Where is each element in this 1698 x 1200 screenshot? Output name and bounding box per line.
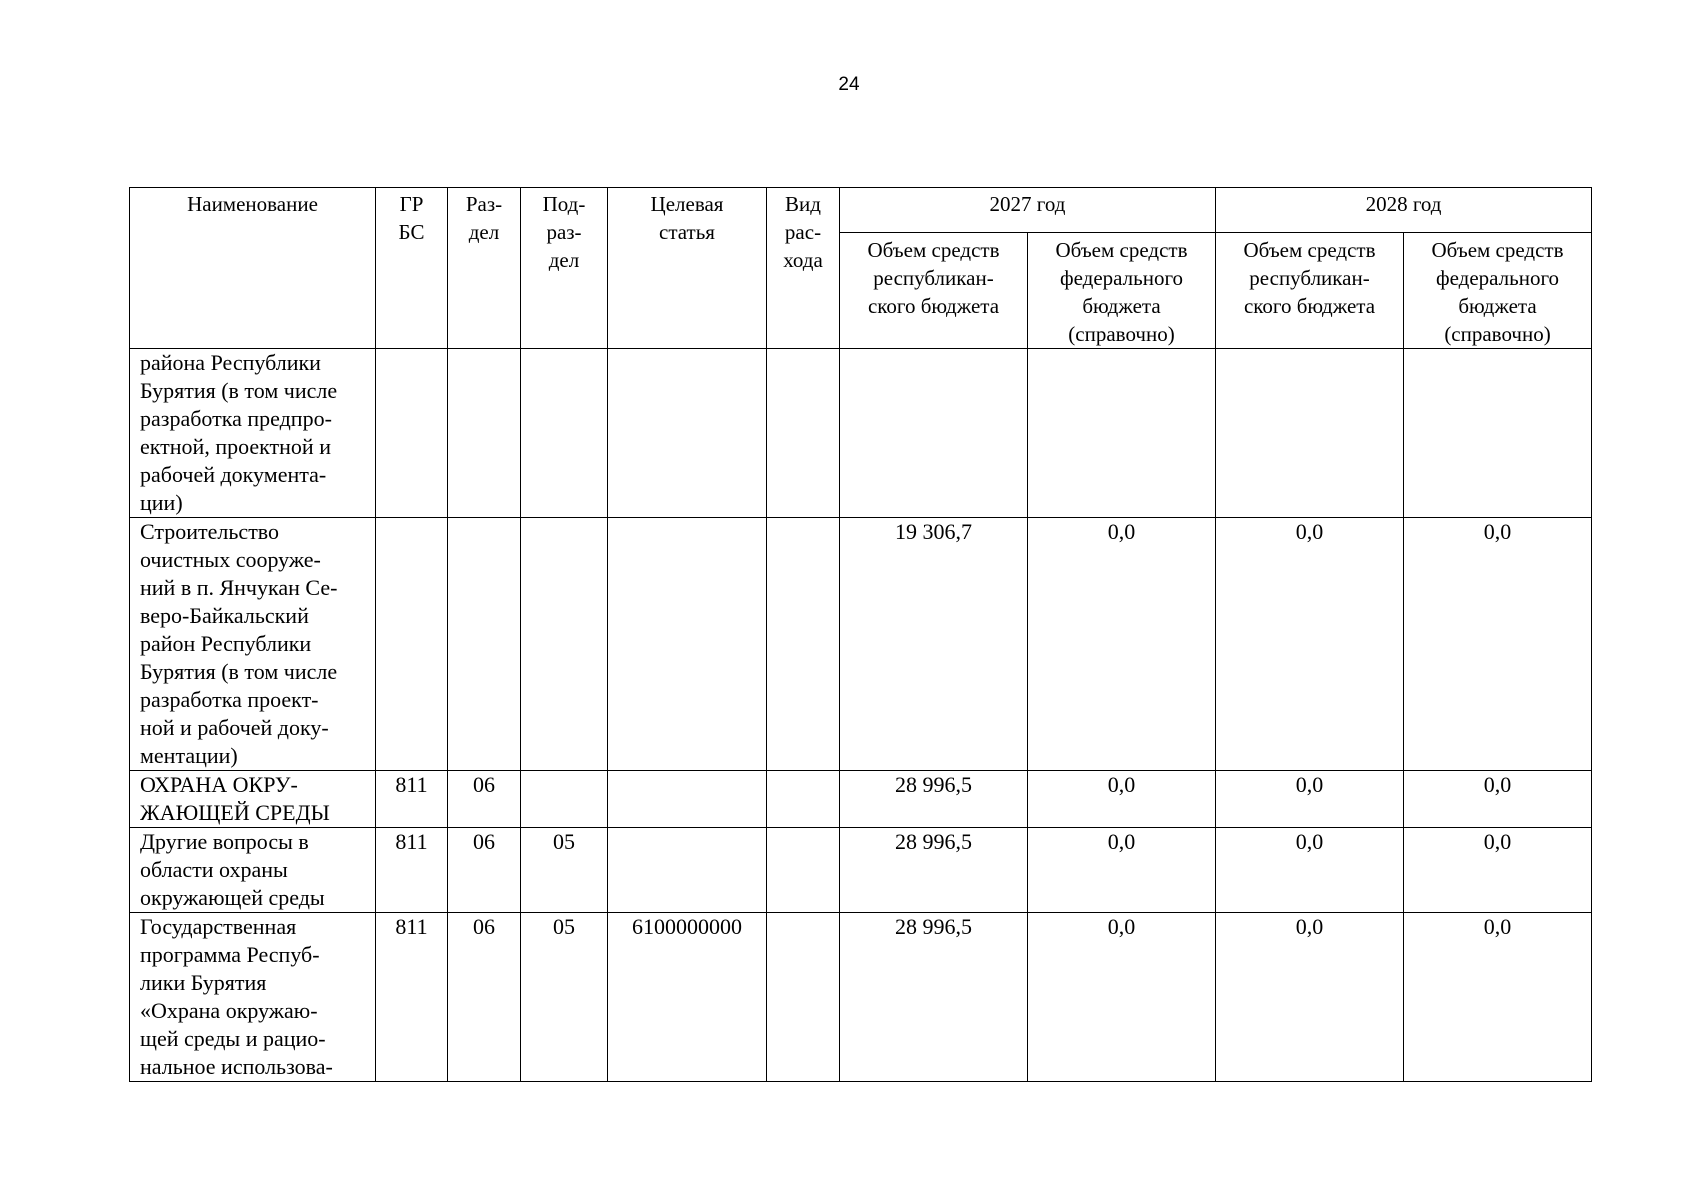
header-celevaya: Целевая статья <box>608 188 767 349</box>
cell-2027-fed: 0,0 <box>1028 828 1216 913</box>
cell-celevaya <box>608 771 767 828</box>
cell-razdel: 06 <box>448 771 521 828</box>
cell-grbs: 811 <box>376 828 448 913</box>
header-2027-rep-budget: Объем средств республикан- ского бюджета <box>840 233 1028 349</box>
row-name: Другие вопросы в области охраны окружающей среды <box>130 828 376 913</box>
cell-razdel: 06 <box>448 913 521 1082</box>
header-podrazdel: Под- раз- дел <box>521 188 608 349</box>
row-name: Государственная программа Респуб- лики Бурятия «Охрана окружаю- щей среды и рацио- нальное использова- <box>130 913 376 1082</box>
cell-grbs <box>376 349 448 518</box>
header-vid: Вид рас- хода <box>767 188 840 349</box>
cell-2027-rep: 19 306,7 <box>840 518 1028 771</box>
cell-2028-fed: 0,0 <box>1404 913 1592 1082</box>
cell-podrazdel <box>521 771 608 828</box>
table-row <box>130 349 1592 518</box>
page-number: 24 <box>838 74 860 95</box>
cell-2028-fed <box>1404 349 1592 518</box>
cell-2028-rep <box>1216 349 1404 518</box>
cell-vid <box>767 349 840 518</box>
cell-2028-rep: 0,0 <box>1216 913 1404 1082</box>
cell-2028-rep: 0,0 <box>1216 518 1404 771</box>
cell-2027-fed: 0,0 <box>1028 913 1216 1082</box>
cell-grbs <box>376 518 448 771</box>
cell-2027-rep <box>840 349 1028 518</box>
budget-table <box>129 187 1592 1082</box>
cell-podrazdel: 05 <box>521 913 608 1082</box>
header-year-2027: 2027 год <box>840 188 1216 233</box>
cell-2028-rep: 0,0 <box>1216 771 1404 828</box>
table-row <box>130 518 1592 771</box>
cell-razdel: 06 <box>448 828 521 913</box>
cell-2027-fed <box>1028 349 1216 518</box>
cell-2027-rep: 28 996,5 <box>840 913 1028 1082</box>
cell-2028-rep: 0,0 <box>1216 828 1404 913</box>
row-name: Строительство очистных сооруже- ний в п. Янчукан Се- веро-Байкальский район Республики Бурятия (в том числе разработка проект- ной и рабочей доку- ментации) <box>130 518 376 771</box>
header-2028-fed-budget: Объем средств федерального бюджета (справочно) <box>1404 233 1592 349</box>
table-row <box>130 913 1592 1082</box>
cell-grbs: 811 <box>376 771 448 828</box>
table-row <box>130 771 1592 828</box>
cell-celevaya <box>608 349 767 518</box>
cell-2028-fed: 0,0 <box>1404 518 1592 771</box>
table-header <box>130 188 1592 349</box>
header-grbs: ГР БС <box>376 188 448 349</box>
cell-celevaya: 6100000000 <box>608 913 767 1082</box>
header-razdel: Раз- дел <box>448 188 521 349</box>
cell-vid <box>767 828 840 913</box>
header-name: Наименование <box>130 188 376 349</box>
cell-celevaya <box>608 828 767 913</box>
cell-2027-fed: 0,0 <box>1028 518 1216 771</box>
cell-celevaya <box>608 518 767 771</box>
row-name: района Республики Бурятия (в том числе разработка предпро- ектной, проектной и рабочей документа- ции) <box>130 349 376 518</box>
cell-vid <box>767 771 840 828</box>
cell-2028-fed: 0,0 <box>1404 771 1592 828</box>
cell-vid <box>767 913 840 1082</box>
cell-podrazdel <box>521 349 608 518</box>
cell-podrazdel <box>521 518 608 771</box>
row-name: ОХРАНА ОКРУ- ЖАЮЩЕЙ СРЕДЫ <box>130 771 376 828</box>
cell-razdel <box>448 518 521 771</box>
cell-2027-rep: 28 996,5 <box>840 771 1028 828</box>
cell-2028-fed: 0,0 <box>1404 828 1592 913</box>
cell-vid <box>767 518 840 771</box>
cell-razdel <box>448 349 521 518</box>
cell-grbs: 811 <box>376 913 448 1082</box>
header-2027-fed-budget: Объем средств федерального бюджета (справочно) <box>1028 233 1216 349</box>
cell-2027-rep: 28 996,5 <box>840 828 1028 913</box>
header-2028-rep-budget: Объем средств республикан- ского бюджета <box>1216 233 1404 349</box>
header-year-2028: 2028 год <box>1216 188 1592 233</box>
cell-podrazdel: 05 <box>521 828 608 913</box>
cell-2027-fed: 0,0 <box>1028 771 1216 828</box>
table-row <box>130 828 1592 913</box>
